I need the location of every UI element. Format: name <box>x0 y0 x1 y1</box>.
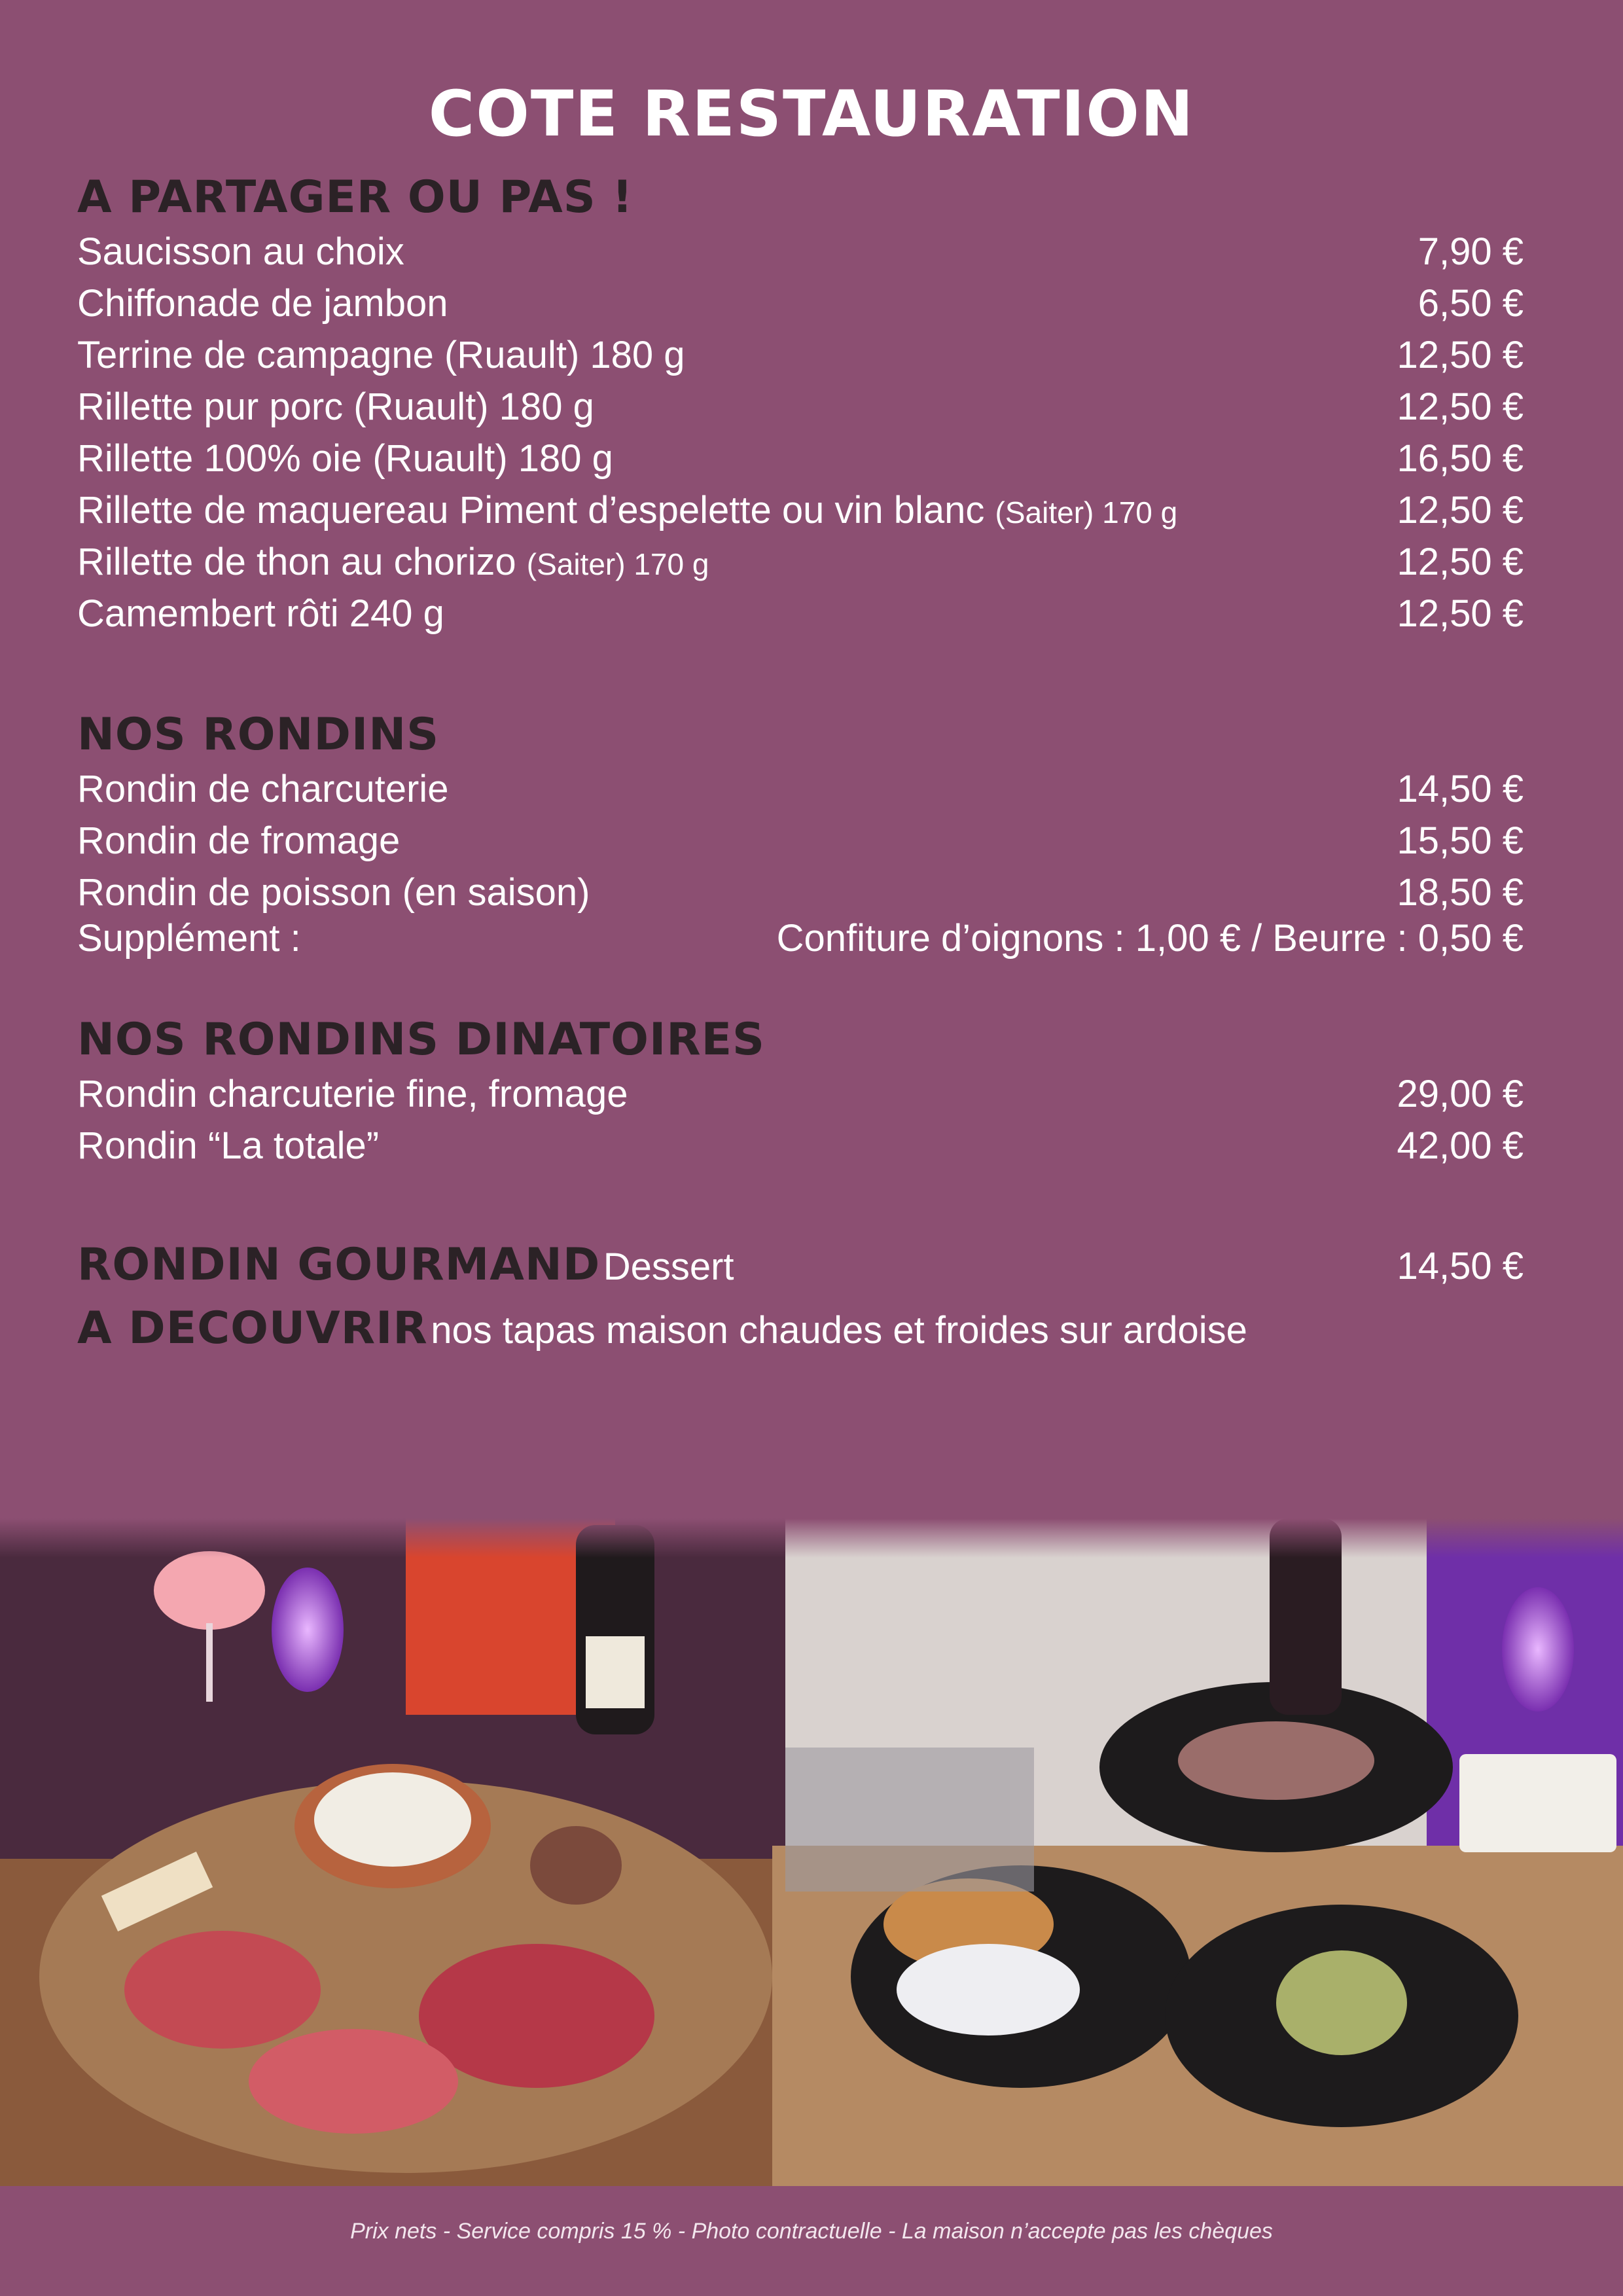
menu-item-name: Rondin charcuterie fine, fromage <box>77 1073 628 1115</box>
menu-item-detail: (Saiter) 170 g <box>995 495 1178 529</box>
menu-item <box>77 484 1524 537</box>
menu-item <box>77 1068 1524 1121</box>
menu-item <box>77 867 1524 919</box>
menu-item-price: 12,50 € <box>1397 489 1524 531</box>
gourmand-detail: Dessert <box>603 1246 734 1288</box>
menu-item-price: 12,50 € <box>1397 541 1524 583</box>
section-heading-rondins: NOS RONDINS <box>77 709 440 761</box>
menu-item-price: 12,50 € <box>1397 386 1524 428</box>
section-heading-partager: A PARTAGER OU PAS ! <box>77 171 633 223</box>
menu-item-name <box>77 484 1177 539</box>
menu-item-price: 15,50 € <box>1397 819 1524 862</box>
menu-item-price: 12,50 € <box>1397 334 1524 376</box>
menu-item-price: 42,00 € <box>1397 1124 1524 1167</box>
menu-item-price: 14,50 € <box>1397 768 1524 810</box>
menu-item-name: Terrine de campagne (Ruault) 180 g <box>77 334 685 376</box>
menu-item-name <box>77 536 709 590</box>
menu-item-price: 29,00 € <box>1397 1073 1524 1115</box>
menu-item <box>77 226 1524 278</box>
menu-item-price: 7,90 € <box>1418 230 1524 273</box>
supplement-row <box>77 912 1524 965</box>
menu-item-name: Rondin de charcuterie <box>77 768 449 810</box>
food-photo <box>0 1518 1623 2186</box>
menu-item-name: Rondin “La totale” <box>77 1124 380 1167</box>
decouvrir-line <box>77 1302 1524 1368</box>
menu-item <box>77 815 1524 867</box>
gourmand-line <box>77 1239 1524 1304</box>
menu-item <box>77 278 1524 330</box>
section-heading-dinatoires: NOS RONDINS DINATOIRES <box>77 1014 766 1066</box>
decouvrir-detail: nos tapas maison chaudes et froides sur ardoise <box>431 1309 1247 1352</box>
menu-item-name: Chiffonade de jambon <box>77 282 448 325</box>
menu-item <box>77 588 1524 640</box>
menu-item-price: 18,50 € <box>1397 871 1524 914</box>
menu-item-name: Rillette pur porc (Ruault) 180 g <box>77 386 594 428</box>
menu-item-name-main: Rillette de thon au chorizo <box>77 541 516 583</box>
menu-item-detail: (Saiter) 170 g <box>526 547 709 581</box>
menu-item <box>77 763 1524 816</box>
food-photo-illustration <box>0 1518 1623 2186</box>
menu-item-name: Rondin de fromage <box>77 819 401 862</box>
gourmand-price: 14,50 € <box>1397 1245 1524 1287</box>
menu-item <box>77 329 1524 382</box>
page-title: COTE RESTAURATION <box>428 77 1195 151</box>
menu-item-name: Rondin de poisson (en saison) <box>77 871 590 914</box>
supplement-detail: Confiture d’oignons : 1,00 € / Beurre : 0,50 € <box>776 917 1524 960</box>
menu-item-name: Rillette 100% oie (Ruault) 180 g <box>77 437 613 480</box>
supplement-label: Supplément : <box>77 917 301 960</box>
menu-item <box>77 381 1524 433</box>
menu-item-name: Saucisson au choix <box>77 230 404 273</box>
menu-item-name: Camembert rôti 240 g <box>77 592 444 635</box>
menu-item <box>77 433 1524 485</box>
menu-item-price: 6,50 € <box>1418 282 1524 325</box>
menu-item <box>77 1120 1524 1172</box>
menu-item-price: 12,50 € <box>1397 592 1524 635</box>
section-heading-decouvrir: A DECOUVRIR <box>77 1302 428 1354</box>
menu-item <box>77 536 1524 588</box>
section-heading-gourmand: RONDIN GOURMAND <box>77 1239 601 1291</box>
menu-item-name-main: Rillette de maquereau Piment d’espelette ou vin blanc <box>77 489 985 531</box>
footer-note: Prix nets - Service compris 15 % - Photo contractuelle - La maison n’accepte pas les chèques <box>350 2219 1273 2244</box>
menu-item-price: 16,50 € <box>1397 437 1524 480</box>
